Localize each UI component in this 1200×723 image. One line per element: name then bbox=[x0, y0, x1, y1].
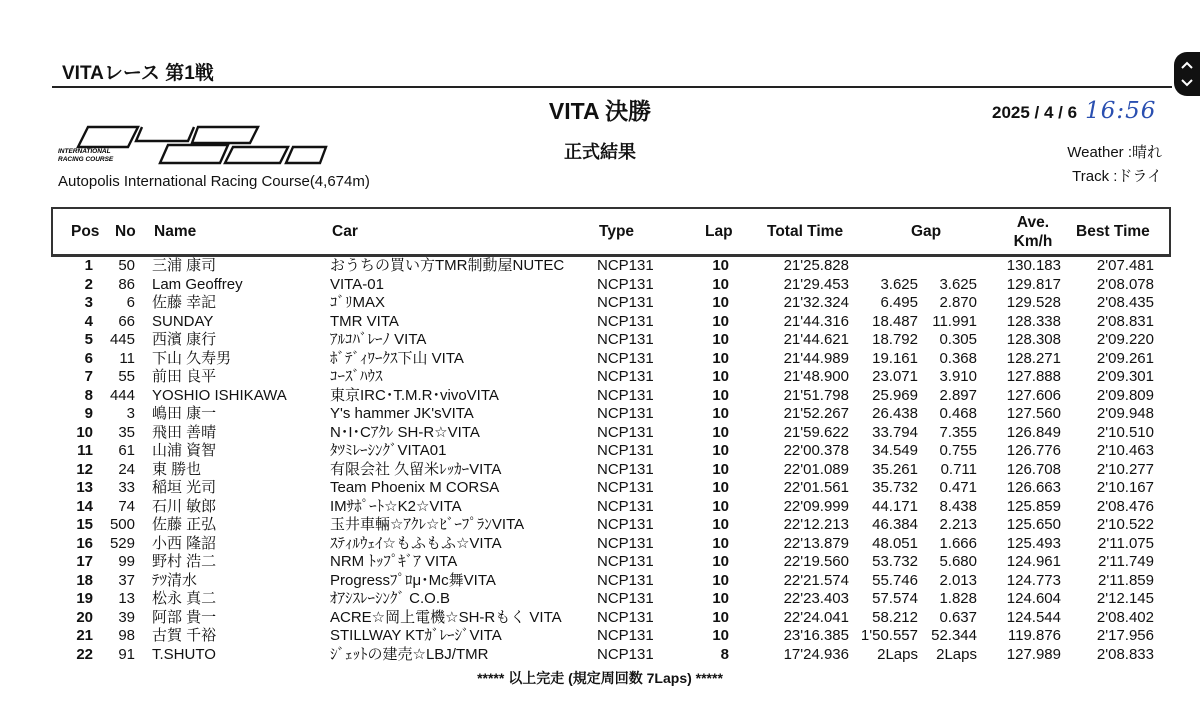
gap-to-previous-cell: 3.910 bbox=[939, 368, 977, 385]
gap-to-previous-cell: 1.666 bbox=[939, 534, 977, 552]
position-cell: 10 bbox=[76, 423, 93, 441]
gap-to-previous-cell: 2.870 bbox=[939, 294, 977, 311]
car-number-cell: 3 bbox=[126, 405, 135, 422]
gap-to-leader-cell: 18.487 bbox=[872, 312, 918, 330]
header-ave-line2: Km/h bbox=[1013, 233, 1053, 250]
total-time-cell: 22'19.560 bbox=[783, 553, 849, 570]
driver-name-cell: 古賀 千裕 bbox=[152, 627, 217, 644]
best-time-cell: 2'09.809 bbox=[1096, 386, 1154, 404]
table-row bbox=[51, 276, 1167, 294]
gap-to-leader-cell: 35.261 bbox=[872, 460, 918, 478]
car-number-cell: 35 bbox=[118, 423, 135, 441]
car-name-cell: 玉井車輛☆ｱｸﾚ☆ﾋﾞｰﾌﾟﾗﾝVITA bbox=[330, 516, 525, 533]
position-cell: 19 bbox=[76, 590, 93, 607]
best-time-cell: 2'09.220 bbox=[1096, 331, 1154, 348]
total-time-cell: 22'09.999 bbox=[783, 497, 849, 515]
car-type-cell: NCP131 bbox=[597, 423, 654, 441]
car-type-cell: NCP131 bbox=[597, 331, 654, 348]
car-type-cell: NCP131 bbox=[597, 257, 654, 274]
laps-cell: 8 bbox=[720, 645, 729, 663]
car-name-cell: ｺｰｽﾞﾊｳｽ bbox=[330, 368, 383, 385]
header-pos: Pos bbox=[71, 223, 100, 240]
total-time-cell: 22'24.041 bbox=[783, 608, 849, 626]
car-number-cell: 529 bbox=[109, 534, 135, 552]
total-time-cell: 21'52.267 bbox=[783, 405, 849, 422]
average-speed-cell: 126.708 bbox=[1006, 460, 1061, 478]
header-total-time: Total Time bbox=[767, 223, 844, 240]
car-number-cell: 91 bbox=[118, 645, 135, 663]
position-cell: 18 bbox=[76, 571, 93, 589]
table-row bbox=[51, 331, 1167, 349]
svg-text:INTERNATIONAL: INTERNATIONAL bbox=[58, 148, 111, 155]
laps-cell: 10 bbox=[712, 590, 729, 607]
car-number-cell: 39 bbox=[118, 608, 135, 626]
average-speed-cell: 128.308 bbox=[1006, 331, 1061, 348]
car-number-cell: 61 bbox=[118, 442, 135, 459]
car-name-cell: N･I･Cｱｸﾚ SH-R☆VITA bbox=[330, 423, 480, 441]
track-condition: Track :ドライ bbox=[1072, 168, 1162, 185]
laps-cell: 10 bbox=[712, 442, 729, 459]
table-row bbox=[51, 442, 1167, 460]
table-row bbox=[51, 405, 1167, 423]
average-speed-cell: 124.773 bbox=[1006, 571, 1061, 589]
gap-to-previous-cell: 0.305 bbox=[939, 331, 977, 348]
total-time-cell: 21'29.453 bbox=[783, 275, 849, 293]
driver-name-cell: ﾃﾂ清水 bbox=[152, 571, 198, 589]
car-type-cell: NCP131 bbox=[597, 627, 654, 644]
driver-name-cell: 東 勝也 bbox=[152, 460, 202, 478]
average-speed-cell: 129.817 bbox=[1006, 275, 1061, 293]
position-cell: 9 bbox=[84, 405, 93, 422]
gap-to-leader-cell: 58.212 bbox=[872, 608, 918, 626]
gap-to-previous-cell: 2.213 bbox=[939, 516, 977, 533]
position-cell: 7 bbox=[84, 368, 93, 385]
header-car: Car bbox=[332, 223, 358, 240]
car-number-cell: 13 bbox=[118, 590, 135, 607]
table-row bbox=[51, 368, 1167, 386]
gap-to-previous-cell: 1.828 bbox=[939, 590, 977, 607]
gap-to-previous-cell: 0.368 bbox=[939, 349, 977, 367]
car-type-cell: NCP131 bbox=[597, 479, 654, 496]
average-speed-cell: 129.528 bbox=[1006, 294, 1061, 311]
average-speed-cell: 127.606 bbox=[1006, 386, 1061, 404]
gap-to-leader-cell: 19.161 bbox=[872, 349, 918, 367]
position-cell: 16 bbox=[76, 534, 93, 552]
table-row bbox=[51, 461, 1167, 479]
car-number-cell: 50 bbox=[118, 257, 135, 274]
car-number-cell: 66 bbox=[118, 312, 135, 330]
driver-name-cell: 嶋田 康一 bbox=[152, 405, 217, 422]
car-name-cell: ｵｱｼｽﾚｰｼﾝｸﾞ C.O.B bbox=[330, 590, 451, 607]
best-time-cell: 2'17.956 bbox=[1096, 627, 1154, 644]
car-type-cell: NCP131 bbox=[597, 349, 654, 367]
car-number-cell: 33 bbox=[118, 479, 135, 496]
driver-name-cell: 小西 隆詔 bbox=[152, 534, 217, 552]
gap-to-leader-cell: 6.495 bbox=[880, 294, 918, 311]
laps-cell: 10 bbox=[712, 423, 729, 441]
car-type-cell: NCP131 bbox=[597, 608, 654, 626]
driver-name-cell: 松永 真二 bbox=[152, 590, 217, 607]
driver-name-cell: SUNDAY bbox=[152, 312, 214, 330]
car-number-cell: 24 bbox=[118, 460, 135, 478]
car-name-cell: ｽﾃｨﾙｳｪｲ☆もふもふ☆VITA bbox=[330, 534, 502, 552]
total-time-cell: 21'32.324 bbox=[783, 294, 849, 311]
gap-to-previous-cell: 0.637 bbox=[939, 608, 977, 626]
car-type-cell: NCP131 bbox=[597, 294, 654, 311]
total-time-cell: 21'44.621 bbox=[783, 331, 849, 348]
driver-name-cell: 阿部 貴一 bbox=[152, 608, 217, 626]
gap-to-leader-cell: 57.574 bbox=[872, 590, 918, 607]
best-time-cell: 2'08.476 bbox=[1096, 497, 1154, 515]
table-row bbox=[51, 479, 1167, 497]
driver-name-cell: 石川 敏郎 bbox=[152, 497, 217, 515]
average-speed-cell: 127.989 bbox=[1006, 645, 1061, 663]
average-speed-cell: 124.961 bbox=[1006, 553, 1061, 570]
car-number-cell: 37 bbox=[118, 571, 135, 589]
total-time-cell: 22'13.879 bbox=[783, 534, 849, 552]
table-row bbox=[51, 350, 1167, 368]
result-subtitle: 正式結果 bbox=[564, 142, 636, 162]
table-row bbox=[51, 516, 1167, 534]
date-text: 2025 / 4 / 6 bbox=[992, 103, 1078, 122]
laps-cell: 10 bbox=[712, 331, 729, 348]
car-number-cell: 11 bbox=[119, 349, 135, 367]
table-row bbox=[51, 572, 1167, 590]
car-name-cell: Team Phoenix M CORSA bbox=[330, 479, 500, 496]
car-type-cell: NCP131 bbox=[597, 405, 654, 422]
header-name: Name bbox=[154, 223, 197, 240]
table-row bbox=[51, 553, 1167, 571]
gap-to-previous-cell: 2.897 bbox=[939, 386, 977, 404]
car-number-cell: 55 bbox=[118, 368, 135, 385]
gap-to-leader-cell: 3.625 bbox=[880, 275, 918, 293]
laps-cell: 10 bbox=[712, 608, 729, 626]
laps-cell: 10 bbox=[712, 386, 729, 404]
best-time-cell: 2'09.948 bbox=[1096, 405, 1154, 422]
car-name-cell: ﾀﾂﾐﾚｰｼﾝｸﾞVITA01 bbox=[330, 442, 447, 459]
car-name-cell: TMR VITA bbox=[330, 312, 399, 330]
car-type-cell: NCP131 bbox=[597, 553, 654, 570]
best-time-cell: 2'11.859 bbox=[1098, 571, 1154, 589]
scroll-toggle-button[interactable] bbox=[1174, 52, 1200, 96]
laps-cell: 10 bbox=[712, 257, 729, 274]
results-table-header bbox=[51, 207, 1171, 257]
position-cell: 14 bbox=[76, 497, 93, 515]
laps-cell: 10 bbox=[712, 312, 729, 330]
average-speed-cell: 125.859 bbox=[1006, 497, 1061, 515]
gap-to-previous-cell: 5.680 bbox=[939, 553, 977, 570]
gap-to-leader-cell: 53.732 bbox=[872, 553, 918, 570]
gap-to-previous-cell: 2Laps bbox=[936, 645, 977, 663]
table-row bbox=[51, 294, 1167, 312]
gap-to-leader-cell: 48.051 bbox=[872, 534, 918, 552]
table-row bbox=[51, 535, 1167, 553]
finish-note: ***** 以上完走 (規定周回数 7Laps) ***** bbox=[477, 670, 723, 686]
driver-name-cell: 前田 良平 bbox=[152, 368, 217, 385]
driver-name-cell: 野村 浩二 bbox=[152, 553, 217, 570]
race-title: VITA 決勝 bbox=[548, 98, 652, 124]
gap-to-leader-cell: 25.969 bbox=[872, 386, 918, 404]
position-cell: 1 bbox=[84, 257, 93, 274]
header-no: No bbox=[115, 223, 136, 240]
position-cell: 8 bbox=[84, 386, 93, 404]
car-name-cell: 有限会社 久留米ﾚｯｶｰVITA bbox=[330, 460, 502, 478]
table-row bbox=[51, 646, 1167, 664]
svg-text:RACING COURSE: RACING COURSE bbox=[58, 156, 114, 163]
car-name-cell: IMｻﾎﾟｰﾄ☆K2☆VITA bbox=[330, 497, 462, 515]
best-time-cell: 2'08.402 bbox=[1096, 608, 1154, 626]
total-time-cell: 22'01.089 bbox=[783, 460, 849, 478]
gap-to-leader-cell: 55.746 bbox=[872, 571, 918, 589]
car-type-cell: NCP131 bbox=[597, 460, 654, 478]
laps-cell: 10 bbox=[712, 553, 729, 570]
best-time-cell: 2'07.481 bbox=[1096, 257, 1154, 274]
driver-name-cell: T.SHUTO bbox=[152, 645, 216, 663]
average-speed-cell: 125.650 bbox=[1006, 516, 1061, 533]
car-name-cell: ｺﾞﾘMAX bbox=[330, 294, 386, 311]
best-time-cell: 2'09.301 bbox=[1096, 368, 1154, 385]
car-name-cell: Progressﾌﾟﾛμ･Mc舞VITA bbox=[330, 571, 496, 589]
laps-cell: 10 bbox=[712, 368, 729, 385]
laps-cell: 10 bbox=[712, 534, 729, 552]
car-name-cell: NRM ﾄｯﾌﾟｷﾞｱ VITA bbox=[330, 553, 458, 570]
driver-name-cell: 下山 久寿男 bbox=[152, 349, 232, 367]
total-time-cell: 22'12.213 bbox=[783, 516, 849, 533]
table-row bbox=[51, 257, 1167, 275]
table-row bbox=[51, 424, 1167, 442]
car-name-cell: ﾎﾞﾃﾞｨﾜｰｸｽ下山 VITA bbox=[330, 349, 464, 367]
position-cell: 5 bbox=[84, 331, 93, 348]
driver-name-cell: YOSHIO ISHIKAWA bbox=[152, 386, 287, 404]
driver-name-cell: Lam Geoffrey bbox=[152, 275, 243, 293]
position-cell: 15 bbox=[76, 516, 93, 533]
total-time-cell: 17'24.936 bbox=[783, 645, 849, 663]
gap-to-leader-cell: 26.438 bbox=[872, 405, 918, 422]
best-time-cell: 2'10.510 bbox=[1096, 423, 1154, 441]
car-name-cell: 東京IRC･T.M.R･vivoVITA bbox=[330, 386, 499, 404]
table-row bbox=[51, 313, 1167, 331]
car-type-cell: NCP131 bbox=[597, 497, 654, 515]
total-time-cell: 21'44.989 bbox=[783, 349, 849, 367]
position-cell: 20 bbox=[76, 608, 93, 626]
gap-to-leader-cell: 1'50.557 bbox=[860, 627, 918, 644]
header-ave-line1: Ave. bbox=[1016, 214, 1050, 231]
header-lap: Lap bbox=[705, 223, 733, 240]
car-type-cell: NCP131 bbox=[597, 442, 654, 459]
car-name-cell: ｼﾞｪｯﾄの建売☆LBJ/TMR bbox=[330, 645, 489, 663]
position-cell: 22 bbox=[76, 645, 93, 663]
average-speed-cell: 126.663 bbox=[1006, 479, 1061, 496]
position-cell: 6 bbox=[84, 349, 93, 367]
best-time-cell: 2'12.145 bbox=[1096, 590, 1154, 607]
car-name-cell: ｱﾙｺﾊﾞﾚｰﾉ VITA bbox=[330, 331, 427, 348]
header-best-time: Best Time bbox=[1076, 223, 1150, 240]
best-time-cell: 2'10.277 bbox=[1096, 460, 1154, 478]
laps-cell: 10 bbox=[712, 479, 729, 496]
laps-cell: 10 bbox=[712, 497, 729, 515]
car-type-cell: NCP131 bbox=[597, 368, 654, 385]
gap-to-previous-cell: 8.438 bbox=[939, 497, 977, 515]
gap-to-previous-cell: 0.755 bbox=[939, 442, 977, 459]
average-speed-cell: 126.776 bbox=[1006, 442, 1061, 459]
gap-to-previous-cell: 2.013 bbox=[939, 571, 977, 589]
handwritten-time: 16:56 bbox=[1085, 98, 1157, 124]
car-number-cell: 444 bbox=[109, 386, 135, 404]
laps-cell: 10 bbox=[712, 460, 729, 478]
gap-to-leader-cell: 44.171 bbox=[872, 497, 918, 515]
gap-to-previous-cell: 0.711 bbox=[940, 460, 977, 478]
driver-name-cell: 飛田 善晴 bbox=[152, 423, 217, 441]
table-row bbox=[51, 590, 1167, 608]
best-time-cell: 2'09.261 bbox=[1096, 349, 1154, 367]
series-title: VITAレース 第1戦 bbox=[62, 63, 214, 84]
average-speed-cell: 127.560 bbox=[1006, 405, 1061, 422]
weather-label: Weather :晴れ bbox=[1067, 144, 1162, 161]
car-name-cell: おうちの買い方TMR制動屋NUTEC bbox=[330, 257, 565, 274]
gap-to-leader-cell: 34.549 bbox=[872, 442, 918, 459]
car-type-cell: NCP131 bbox=[597, 516, 654, 533]
gap-to-leader-cell: 2Laps bbox=[877, 645, 918, 663]
car-name-cell: VITA-01 bbox=[330, 275, 384, 293]
best-time-cell: 2'11.075 bbox=[1098, 534, 1154, 552]
total-time-cell: 21'51.798 bbox=[783, 386, 849, 404]
best-time-cell: 2'08.435 bbox=[1096, 294, 1154, 311]
car-name-cell: Y's hammer JK'sVITA bbox=[330, 405, 474, 422]
total-time-cell: 23'16.385 bbox=[783, 627, 849, 644]
header-average-speed bbox=[1008, 213, 1058, 251]
driver-name-cell: 稲垣 光司 bbox=[152, 479, 217, 496]
header-type: Type bbox=[599, 223, 635, 240]
position-cell: 17 bbox=[76, 553, 93, 570]
best-time-cell: 2'08.078 bbox=[1096, 275, 1154, 293]
car-number-cell: 74 bbox=[118, 497, 135, 515]
gap-to-previous-cell: 0.468 bbox=[939, 405, 977, 422]
car-type-cell: NCP131 bbox=[597, 590, 654, 607]
car-number-cell: 445 bbox=[109, 331, 135, 348]
position-cell: 12 bbox=[76, 460, 93, 478]
position-cell: 2 bbox=[84, 275, 93, 293]
driver-name-cell: 山浦 資智 bbox=[152, 442, 217, 459]
gap-to-leader-cell: 18.792 bbox=[872, 331, 918, 348]
laps-cell: 10 bbox=[712, 627, 729, 644]
gap-to-leader-cell: 46.384 bbox=[872, 516, 918, 533]
table-row bbox=[51, 627, 1167, 645]
gap-to-previous-cell: 52.344 bbox=[931, 627, 977, 644]
gap-to-leader-cell: 33.794 bbox=[872, 423, 918, 441]
header-rule bbox=[52, 86, 1172, 88]
race-date bbox=[992, 98, 1156, 124]
position-cell: 13 bbox=[76, 479, 93, 496]
position-cell: 3 bbox=[84, 294, 93, 311]
best-time-cell: 2'08.833 bbox=[1096, 645, 1154, 663]
average-speed-cell: 124.604 bbox=[1006, 590, 1061, 607]
best-time-cell: 2'08.831 bbox=[1096, 312, 1154, 330]
average-speed-cell: 126.849 bbox=[1006, 423, 1061, 441]
laps-cell: 10 bbox=[712, 294, 729, 311]
average-speed-cell: 128.338 bbox=[1006, 312, 1061, 330]
car-name-cell: ACRE☆岡上電機☆SH-Rもく VITA bbox=[330, 608, 562, 626]
best-time-cell: 2'11.749 bbox=[1098, 553, 1154, 570]
total-time-cell: 21'48.900 bbox=[783, 368, 849, 385]
gap-to-previous-cell: 0.471 bbox=[939, 479, 977, 496]
gap-to-previous-cell: 11.991 bbox=[932, 312, 977, 330]
driver-name-cell: 三浦 康司 bbox=[152, 257, 217, 274]
total-time-cell: 22'01.561 bbox=[783, 479, 849, 496]
average-speed-cell: 119.876 bbox=[1007, 627, 1061, 644]
table-row bbox=[51, 498, 1167, 516]
car-type-cell: NCP131 bbox=[597, 275, 654, 293]
gap-to-leader-cell: 35.732 bbox=[872, 479, 918, 496]
gap-to-leader-cell: 23.071 bbox=[872, 368, 918, 385]
car-name-cell: STILLWAY KTｶﾞﾚｰｼﾞVITA bbox=[330, 627, 502, 644]
car-number-cell: 86 bbox=[118, 275, 135, 293]
total-time-cell: 22'21.574 bbox=[783, 571, 849, 589]
laps-cell: 10 bbox=[712, 571, 729, 589]
position-cell: 11 bbox=[77, 442, 93, 459]
driver-name-cell: 佐藤 幸記 bbox=[152, 294, 217, 311]
total-time-cell: 22'23.403 bbox=[783, 590, 849, 607]
total-time-cell: 21'59.622 bbox=[783, 423, 849, 441]
average-speed-cell: 127.888 bbox=[1006, 368, 1061, 385]
position-cell: 4 bbox=[84, 312, 93, 330]
average-speed-cell: 125.493 bbox=[1006, 534, 1061, 552]
gap-to-previous-cell: 7.355 bbox=[939, 423, 977, 441]
driver-name-cell: 西濱 康行 bbox=[152, 331, 217, 348]
car-number-cell: 98 bbox=[118, 627, 135, 644]
position-cell: 21 bbox=[76, 627, 93, 644]
best-time-cell: 2'10.463 bbox=[1096, 442, 1154, 459]
best-time-cell: 2'10.522 bbox=[1096, 516, 1154, 533]
car-type-cell: NCP131 bbox=[597, 571, 654, 589]
header-gap: Gap bbox=[911, 223, 942, 240]
car-number-cell: 6 bbox=[126, 294, 135, 311]
car-type-cell: NCP131 bbox=[597, 534, 654, 552]
total-time-cell: 21'25.828 bbox=[783, 257, 849, 274]
average-speed-cell: 124.544 bbox=[1006, 608, 1061, 626]
autopolis-logo bbox=[58, 125, 328, 165]
car-number-cell: 99 bbox=[118, 553, 135, 570]
car-number-cell: 500 bbox=[109, 516, 135, 533]
total-time-cell: 21'44.316 bbox=[783, 312, 849, 330]
chevron-up-down-icon bbox=[1180, 58, 1194, 90]
circuit-name: Autopolis International Racing Course(4,674m) bbox=[58, 173, 370, 190]
car-type-cell: NCP131 bbox=[597, 645, 654, 663]
gap-to-previous-cell: 3.625 bbox=[939, 275, 977, 293]
laps-cell: 10 bbox=[712, 275, 729, 293]
total-time-cell: 22'00.378 bbox=[783, 442, 849, 459]
table-row bbox=[51, 609, 1167, 627]
laps-cell: 10 bbox=[712, 516, 729, 533]
laps-cell: 10 bbox=[712, 349, 729, 367]
car-type-cell: NCP131 bbox=[597, 312, 654, 330]
average-speed-cell: 128.271 bbox=[1006, 349, 1061, 367]
laps-cell: 10 bbox=[712, 405, 729, 422]
average-speed-cell: 130.183 bbox=[1006, 257, 1061, 274]
car-type-cell: NCP131 bbox=[597, 386, 654, 404]
best-time-cell: 2'10.167 bbox=[1096, 479, 1154, 496]
driver-name-cell: 佐藤 正弘 bbox=[152, 516, 217, 533]
table-row bbox=[51, 387, 1167, 405]
